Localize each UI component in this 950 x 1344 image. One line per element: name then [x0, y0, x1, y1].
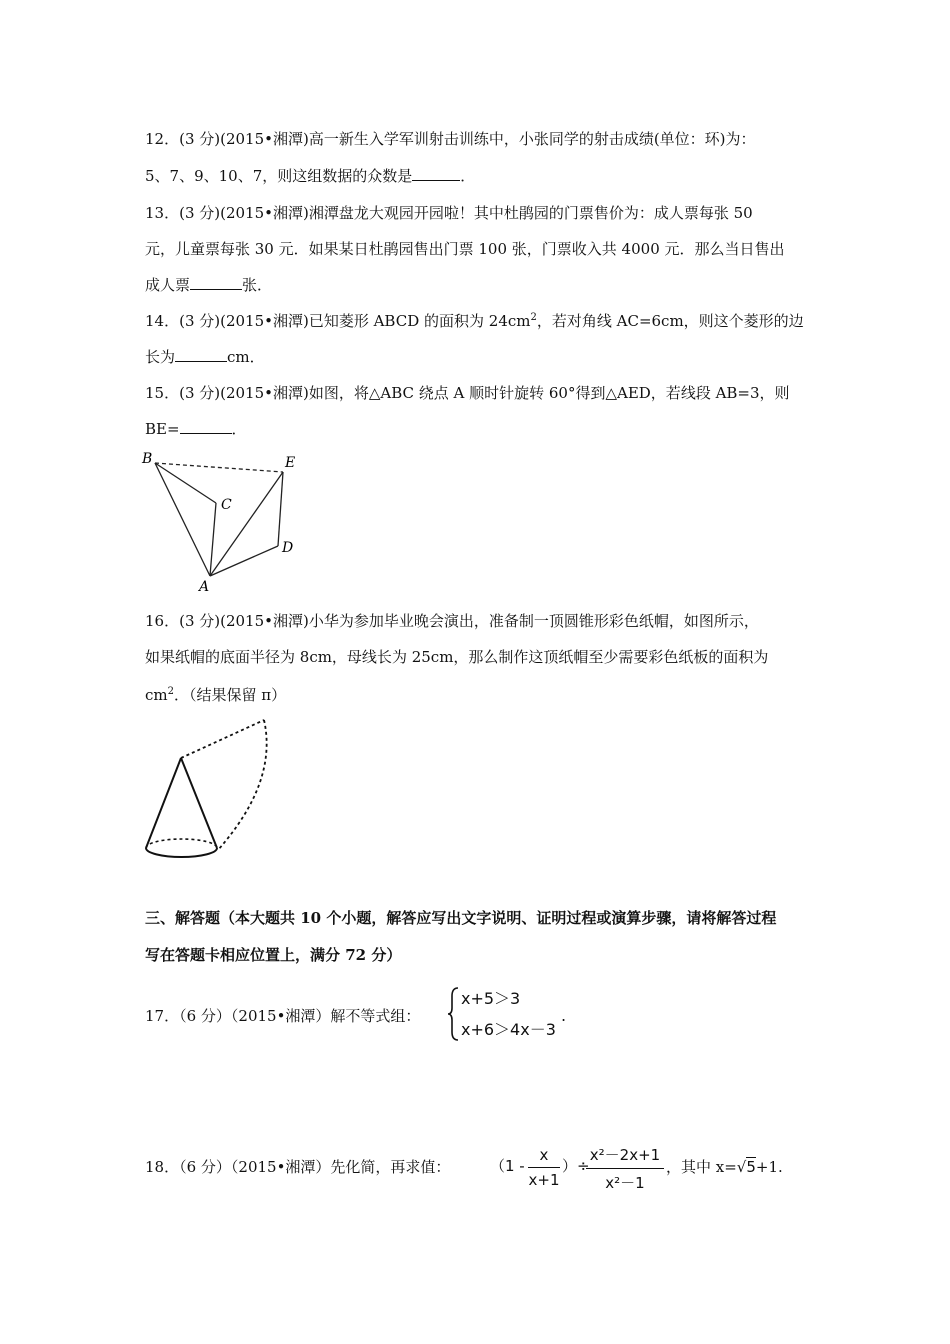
answer-blank [180, 419, 232, 434]
q16-line3 [145, 684, 810, 705]
q13-line1: 13．(3 分)(2015•湘潭)湘潭盘龙大观园开园啦！其中杜鹃园的门票售价为：成人票每张 50 [145, 204, 753, 222]
frac1-numerator: x [539, 1146, 549, 1164]
q16-line3-text: cm [145, 686, 168, 704]
cone-base-front [146, 848, 217, 857]
inequality-1: x+5＞3 [461, 989, 521, 1008]
label-c: C [221, 497, 232, 513]
q15-line2-text: BE= [145, 420, 180, 438]
cone-figure [140, 712, 280, 862]
q12-line2-text: 5、7、9、10、7，则这组数据的众数是 [145, 167, 413, 185]
frac1-denominator: x+1 [528, 1171, 560, 1189]
q14-line2 [145, 346, 810, 367]
label-b: B [142, 451, 153, 467]
cone-base-back [146, 839, 217, 848]
q18-open-paren: （1 - [490, 1157, 525, 1175]
q13-line3-end: 张． [242, 276, 273, 294]
q12-line1: 12．(3 分)(2015•湘潭)高一新生入学军训射击训练中，小张同学的射击成绩(单位：环)为： [145, 130, 756, 148]
label-d: D [282, 540, 294, 556]
q14-line1-text: 14．(3 分)(2015•湘潭)已知菱形 ABCD 的面积为 24cm [145, 312, 531, 330]
dashed-segment-be [155, 463, 283, 472]
fraction-quadratic [586, 1144, 664, 1193]
q15-line1: 15．(3 分)(2015•湘潭)如图，将△ABC 绕点 A 顺时针旋转 60°得到△AED，若线段 AB=3，则 [145, 384, 790, 402]
answer-blank [190, 275, 242, 290]
q13-line3-text: 成人票 [145, 276, 191, 294]
label-e: E [285, 455, 296, 471]
q13-line2: 元，儿童票每张 30 元．如果某日杜鹃园售出门票 100 张，门票收入共 4000 元．那么当日售出 [145, 240, 785, 258]
q17-end: . [561, 1006, 567, 1025]
fraction-x-over-x-plus-1 [528, 1146, 560, 1189]
q18-text: 18．（6 分）（2015•湘潭）先化简，再求值： [145, 1158, 451, 1176]
q15-line2 [145, 418, 810, 439]
sqrt-symbol: √ [736, 1158, 747, 1176]
q16-line1: 16．(3 分)(2015•湘潭)小华为参加毕业晚会演出，准备制一顶圆锥形彩色纸帽，如图所示， [145, 612, 759, 630]
rotation-triangle-figure [138, 448, 318, 598]
q17-text: 17．（6 分）（2015•湘潭）解不等式组： [145, 1007, 421, 1025]
answer-blank [412, 166, 460, 181]
q14-superscript: 2 [530, 312, 537, 323]
sqrt-radicand: 5 [746, 1158, 756, 1176]
segment-ed [278, 472, 283, 546]
q14-line2-text: 长为 [145, 348, 176, 366]
q15-line2-end: ． [231, 420, 247, 438]
frac2-numerator: x²－2x+1 [589, 1146, 661, 1164]
inequality-2: x+6＞4x－3 [461, 1020, 556, 1039]
unfolded-arc [218, 720, 267, 850]
segment-ba [155, 463, 210, 576]
q18-divide: ）÷ [562, 1157, 590, 1175]
section3-heading-line2: 写在答题卡相应位置上，满分 72 分） [145, 946, 402, 964]
unfolded-radius [181, 720, 264, 758]
cone-left-edge [146, 758, 181, 848]
section3-heading-line1: 三、解答题（本大题共 10 个小题，解答应写出文字说明、证明过程或演算步骤，请将解答过程 [145, 909, 777, 927]
q14-line1 [145, 310, 810, 331]
segment-ca [210, 503, 216, 576]
q12-line2-end: ． [460, 167, 476, 185]
q13-line3 [145, 274, 810, 295]
q18-tail [666, 1156, 783, 1177]
q18-tail-end: +1. [755, 1158, 783, 1176]
q16-superscript: 2 [167, 686, 174, 697]
cone-right-edge [181, 758, 217, 848]
q16-line2: 如果纸帽的底面半径为 8cm，母线长为 25cm，那么制作这顶纸帽至少需要彩色纸板的面积为 [145, 648, 769, 666]
label-a: A [199, 579, 210, 595]
q14-line1-rest: ，若对角线 AC=6cm，则这个菱形的边 [536, 312, 804, 330]
answer-blank [175, 347, 227, 362]
q16-line3-rest: ．（结果保留 π） [174, 686, 287, 704]
q18-tail-text: ，其中 x= [666, 1158, 737, 1176]
frac2-denominator: x²－1 [605, 1174, 645, 1192]
q14-line2-end: cm． [227, 348, 265, 366]
system-brace [448, 986, 460, 1042]
q12-line2 [145, 165, 810, 186]
